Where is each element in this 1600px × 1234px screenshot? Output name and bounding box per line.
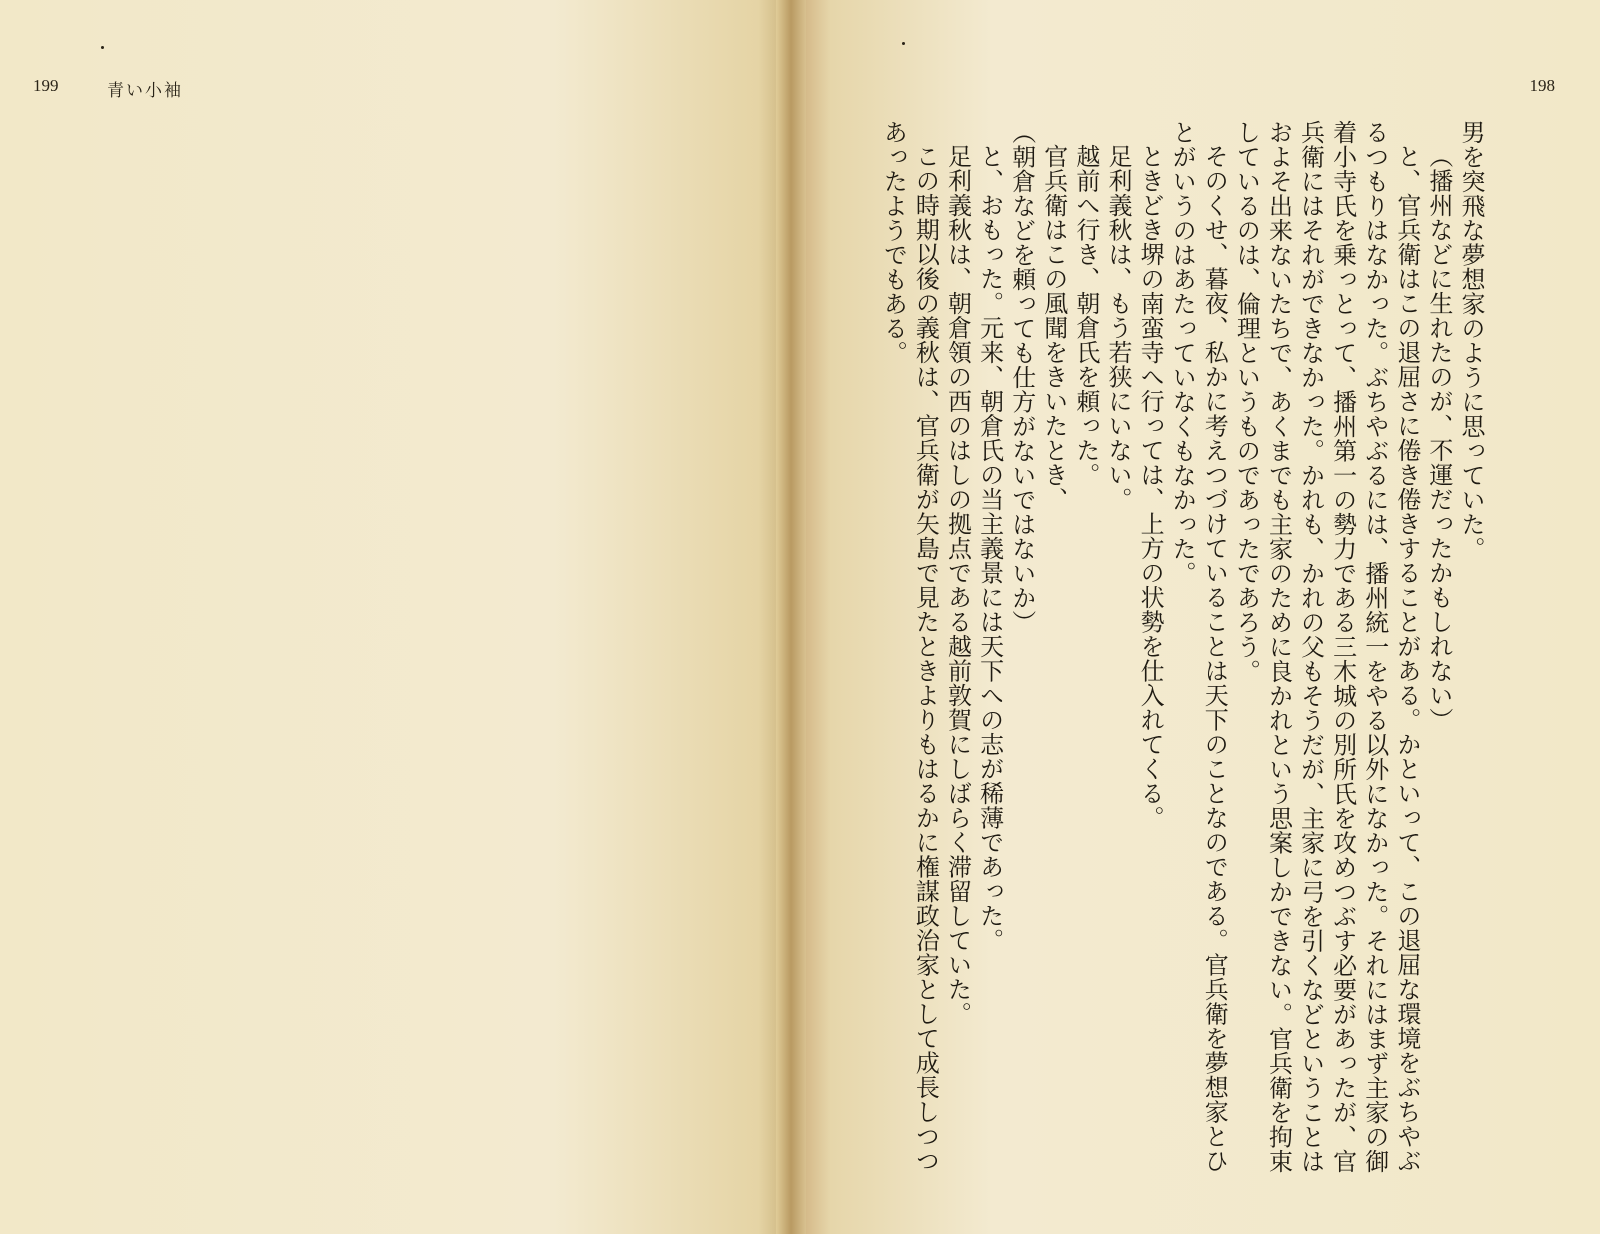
left-page xyxy=(0,0,790,1234)
page-number: 198 xyxy=(1529,76,1555,95)
text-line: るつもりはなかった。ぶちやぶるには、播州統一をやる以外になかった。それにはまず主家の御 xyxy=(1360,120,1389,1174)
text-line: （播州などに生れたのが、不運だったかもしれない） xyxy=(1424,144,1453,732)
text-line: 足利義秋は、朝倉領の西のはしの拠点である越前敦賀にしばらく滞留していた。 xyxy=(943,144,972,1026)
text-line: ときどき堺の南蛮寺へ行っては、上方の状勢を仕入れてくる。 xyxy=(1136,144,1165,830)
right-page-text xyxy=(797,120,1487,1180)
print-speck xyxy=(101,46,104,49)
text-line: そのくせ、暮夜、私かに考えつづけていることは天下のことなのである。官兵衛を夢想家とひ xyxy=(1200,144,1229,1173)
text-line: およそ出来ないたちで、あくまでも主家のために良かれという思案しかできない。官兵衛を拘束 xyxy=(1264,120,1293,1174)
text-line: と、おもった。元来、朝倉氏の当主義景には天下への志が稀薄であった。 xyxy=(975,144,1004,953)
print-speck xyxy=(902,42,905,45)
text-line: と、官兵衛はこの退屈さに倦き倦きすることがある。かといって、この退屈な環境をぶちやぶ xyxy=(1392,144,1421,1173)
text-line: 男を突飛な夢想家のように思っていた。 xyxy=(1457,120,1485,561)
text-line: この時期以後の義秋は、官兵衛が矢島で見たときよりもはるかに権謀政治家として成長しつつ xyxy=(911,144,940,1173)
text-line: （朝倉などを頼っても仕方がないではないか） xyxy=(1007,120,1036,635)
text-line: 越前へ行き、朝倉氏を頼った。 xyxy=(1071,144,1100,487)
text-line: 兵衛にはそれができなかった。かれも、かれの父もそうだが、主家に弓を引くなどということは xyxy=(1296,120,1325,1174)
text-line: 官兵衛はこの風聞をきいたとき、 xyxy=(1039,144,1068,512)
book-gutter xyxy=(776,0,806,1234)
text-line: あったようでもある。 xyxy=(879,120,908,365)
text-line: しているのは、倫理というものであったであろう。 xyxy=(1232,120,1261,684)
right-page xyxy=(790,0,1600,1234)
text-line: とがいうのはあたっていなくもなかった。 xyxy=(1168,120,1197,586)
text-line: 着小寺氏を乗っとって、播州第一の勢力である三木城の別所氏を攻めつぶす必要があったが、官 xyxy=(1328,120,1357,1174)
text-line: 足利義秋は、もう若狭にいない。 xyxy=(1103,144,1132,512)
running-head: 青い小袖 xyxy=(107,81,183,101)
page-number: 199 xyxy=(33,76,59,95)
